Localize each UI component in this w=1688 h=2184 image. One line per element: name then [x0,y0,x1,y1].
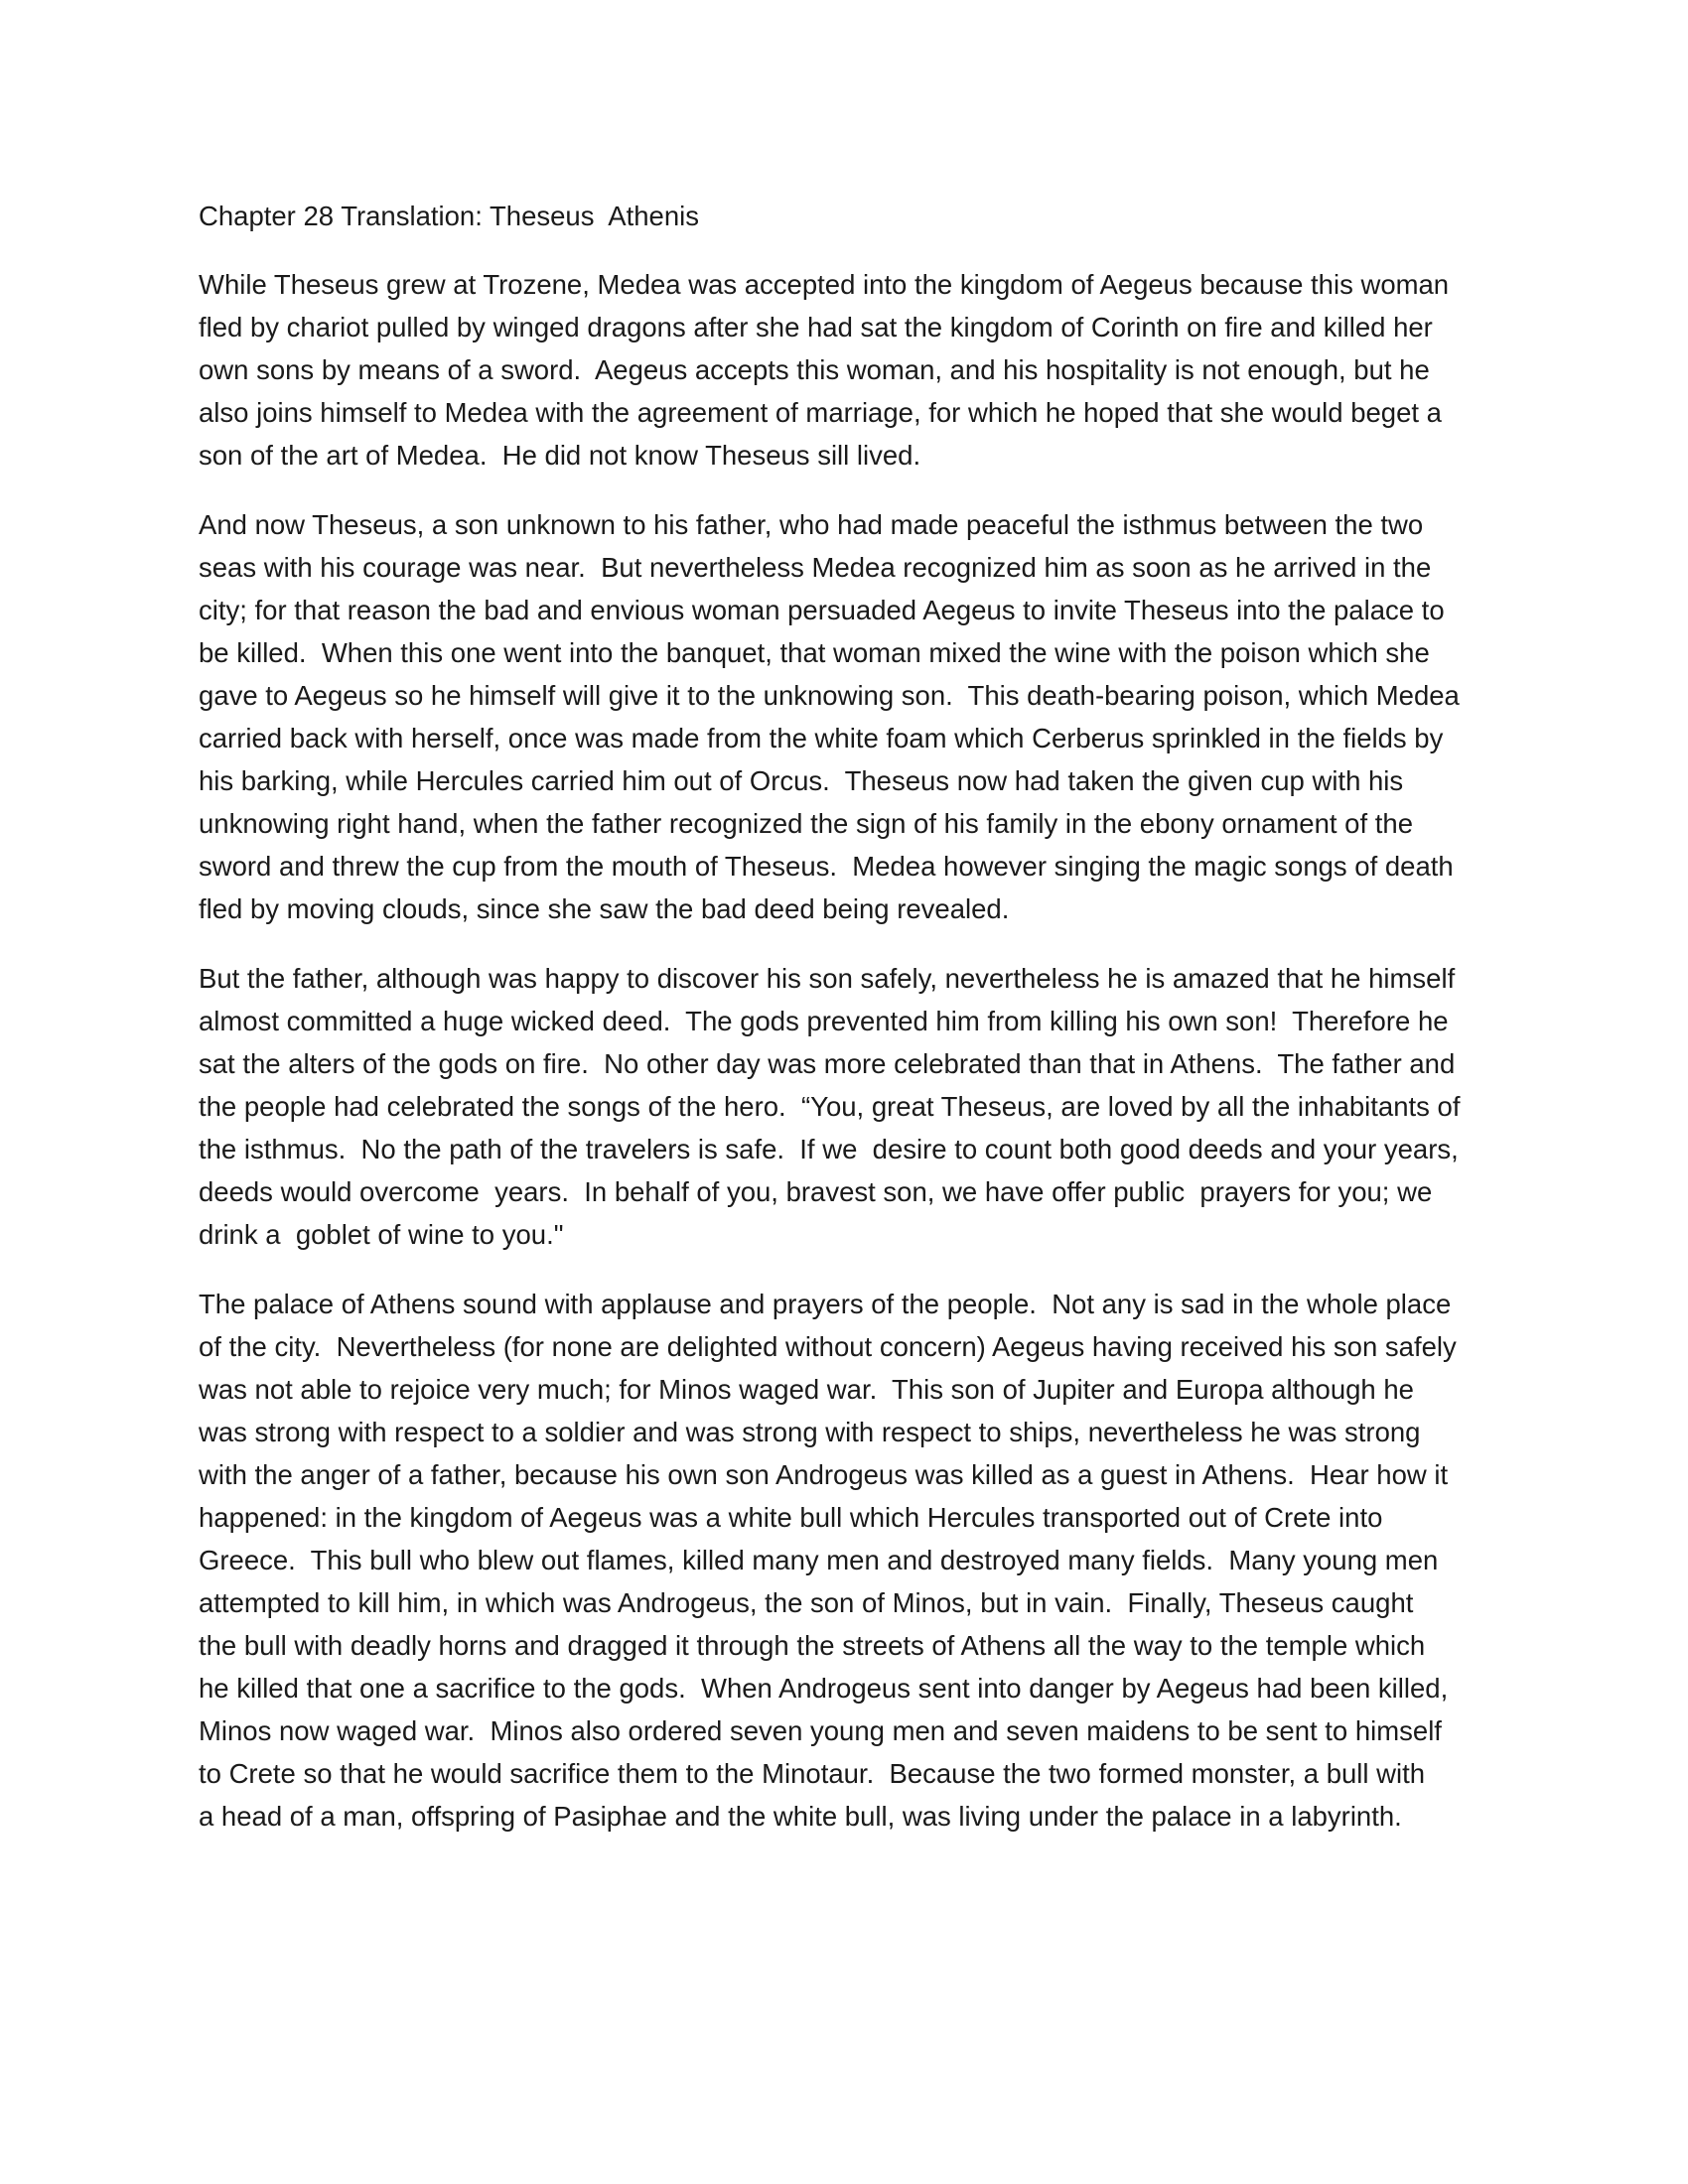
text-line: The palace of Athens sound with applause and prayers of the people. Not any is sad in the whole place [199,1289,1452,1319]
text-line: But the father, although was happy to discover his son safely, nevertheless he is amazed that he himself [199,963,1456,994]
text-line: the isthmus. No the path of the travelers is safe. If we desire to count both good deeds and your years, [199,1134,1459,1164]
text-line: own sons by means of a sword. Aegeus accepts this woman, and his hospitality is not enough, but he [199,354,1430,385]
text-line: the people had celebrated the songs of the hero. “You, great Theseus, are loved by all the inhabitants of [199,1091,1461,1122]
text-line: was not able to rejoice very much; for Minos waged war. This son of Jupiter and Europa although he [199,1374,1414,1405]
text-line: While Theseus grew at Trozene, Medea was accepted into the kingdom of Aegeus because this woman [199,269,1450,300]
text-line: sword and threw the cup from the mouth of Theseus. Medea however singing the magic songs of death [199,851,1454,882]
text-line: seas with his courage was near. But nevertheless Medea recognized him as soon as he arrived in the [199,552,1432,583]
text-line: unknowing right hand, when the father recognized the sign of his family in the ebony ornament of the [199,808,1413,839]
text-line: son of the art of Medea. He did not know Theseus sill lived. [199,440,921,471]
text-line: attempted to kill him, in which was Androgeus, the son of Minos, but in vain. Finally, Theseus caught [199,1587,1414,1618]
text-line: almost committed a huge wicked deed. The gods prevented him from killing his own son! Therefore he [199,1006,1449,1036]
paragraph-1 [199,263,1499,477]
text-line: Minos now waged war. Minos also ordered seven young men and seven maidens to be sent to himself [199,1715,1442,1746]
text-line: his barking, while Hercules carried him out of Orcus. Theseus now had taken the given cup with his [199,765,1404,796]
text-line: happened: in the kingdom of Aegeus was a white bull which Hercules transported out of Crete into [199,1502,1383,1533]
text-line: city; for that reason the bad and envious woman persuaded Aegeus to invite Theseus into the palace to [199,595,1445,625]
text-line: drink a goblet of wine to you." [199,1219,564,1250]
text-line: also joins himself to Medea with the agreement of marriage, for which he hoped that she would beget a [199,397,1442,428]
text-line: be killed. When this one went into the banquet, that woman mixed the wine with the poison which she [199,637,1430,668]
text-line: the bull with deadly horns and dragged it through the streets of Athens all the way to the temple which [199,1630,1426,1661]
text-line: deeds would overcome years. In behalf of you, bravest son, we have offer public prayers for you; we [199,1176,1433,1207]
text-line: to Crete so that he would sacrifice them to the Minotaur. Because the two formed monster, a bull with [199,1758,1426,1789]
text-line: Greece. This bull who blew out flames, killed many men and destroyed many fields. Many young men [199,1545,1439,1575]
text-line: carried back with herself, once was made from the white foam which Cerberus sprinkled in the fields by [199,723,1444,753]
text-line: he killed that one a sacrifice to the gods. When Androgeus sent into danger by Aegeus had been killed, [199,1673,1449,1704]
text-line: And now Theseus, a son unknown to his father, who had made peaceful the isthmus between the two [199,509,1424,540]
text-line: fled by moving clouds, since she saw the bad deed being revealed. [199,893,1010,924]
document-title: Chapter 28 Translation: Theseus Athenis [199,201,699,231]
text-line: fled by chariot pulled by winged dragons after she had sat the kingdom of Corinth on fire and killed her [199,312,1433,342]
text-line: of the city. Nevertheless (for none are delighted without concern) Aegeus having received his son safely [199,1331,1457,1362]
text-line: sat the alters of the gods on fire. No other day was more celebrated than that in Athens. The father and [199,1048,1456,1079]
document-body [199,195,1499,1864]
text-line: gave to Aegeus so he himself will give it to the unknowing son. This death-bearing poison, which Medea [199,680,1460,711]
text-line: with the anger of a father, because his own son Androgeus was killed as a guest in Athens. Hear how it [199,1459,1449,1490]
text-line: a head of a man, offspring of Pasiphae and the white bull, was living under the palace in a labyrinth. [199,1801,1402,1832]
paragraph-4 [199,1283,1499,1838]
paragraph-2 [199,503,1499,930]
paragraph-3 [199,957,1499,1256]
text-line: was strong with respect to a soldier and was strong with respect to ships, nevertheless he was strong [199,1417,1421,1447]
